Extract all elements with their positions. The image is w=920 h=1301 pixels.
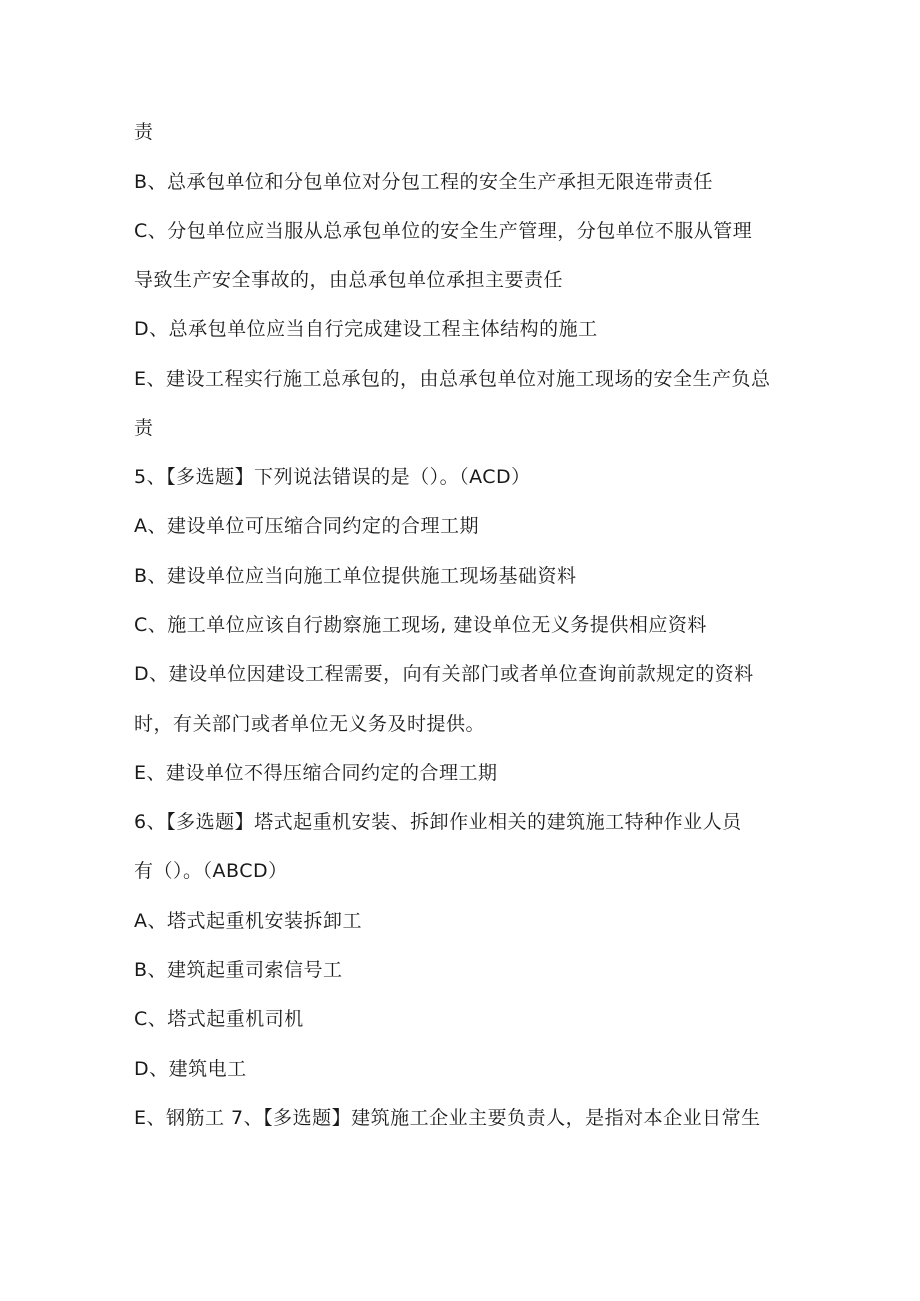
option-c: C、塔式起重机司机 [134, 1008, 304, 1030]
text-line: 导致生产安全事故的，由总承包单位承担主要责任 [134, 269, 564, 291]
text-line: 责 [134, 417, 154, 439]
text-line: D、总承包单位应当自行完成建设工程主体结构的施工 [134, 318, 598, 340]
question-5-title: 5、【多选题】下列说法错误的是（）。（ACD） [134, 466, 531, 488]
option-d: D、建筑电工 [134, 1058, 247, 1080]
option-b: B、建筑起重司索信号工 [134, 959, 343, 981]
option-c: C、施工单位应该自行勘察施工现场, 建设单位无义务提供相应资料 [134, 614, 707, 636]
option-a: A、塔式起重机安装拆卸工 [134, 910, 362, 932]
text-line: B、总承包单位和分包单位对分包工程的安全生产承担无限连带责任 [134, 171, 714, 193]
option-d: D、建设单位因建设工程需要，向有关部门或者单位查询前款规定的资料 [134, 663, 754, 685]
option-e: E、建设单位不得压缩合同约定的合理工期 [134, 762, 498, 784]
text-line: E、建设工程实行施工总承包的，由总承包单位对施工现场的安全生产负总 [134, 368, 771, 390]
text-line: 责 [134, 121, 154, 143]
text-line: 时，有关部门或者单位无义务及时提供。 [134, 713, 486, 735]
text-line: C、分包单位应当服从总承包单位的安全生产管理，分包单位不服从管理 [134, 220, 753, 242]
option-e: E、钢筋工 7、【多选题】建筑施工企业主要负责人，是指对本企业日常生 [134, 1107, 761, 1129]
option-a: A、建设单位可压缩合同约定的合理工期 [134, 515, 479, 537]
question-6-title: 6、【多选题】塔式起重机安装、拆卸作业相关的建筑施工特种作业人员 [134, 811, 742, 833]
text-line: 有（）。（ABCD） [134, 860, 288, 882]
option-b: B、建设单位应当向施工单位提供施工现场基础资料 [134, 565, 577, 587]
